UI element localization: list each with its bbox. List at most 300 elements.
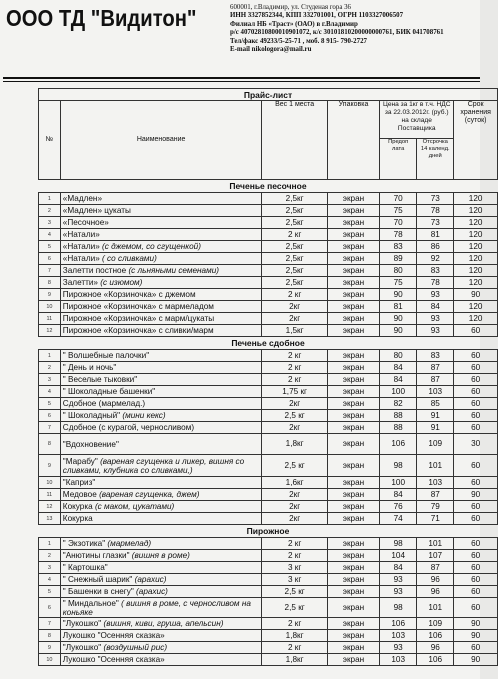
product-name: Пирожное «Корзиночка» с марм/цукаты <box>62 313 215 323</box>
weight-cell: 2кг <box>262 301 327 313</box>
col-pack: Упаковка <box>327 101 379 180</box>
table-row <box>39 434 498 455</box>
table-row <box>39 193 498 205</box>
pack-cell: экран <box>327 313 379 325</box>
product-name-cell <box>60 434 262 455</box>
deferral-price-cell: 92 <box>417 253 454 265</box>
prepay-price-cell: 100 <box>380 477 417 489</box>
product-name-cell <box>60 313 262 325</box>
product-name: " Миндальное" <box>62 598 119 608</box>
table-row <box>39 277 498 289</box>
prepay-price-cell: 80 <box>380 265 417 277</box>
product-name: "Лукошко" <box>62 618 102 628</box>
product-name-cell <box>60 386 262 398</box>
row-number: 9 <box>39 289 61 301</box>
product-name-cell <box>60 489 262 501</box>
product-name-cell <box>60 422 262 434</box>
pack-cell: экран <box>327 513 379 525</box>
row-number: 9 <box>39 642 61 654</box>
shelf-life-cell: 120 <box>454 205 498 217</box>
shelf-life-cell: 60 <box>454 513 498 525</box>
row-number: 5 <box>39 586 61 598</box>
prepay-price-cell: 93 <box>380 642 417 654</box>
product-name: Залетти постное <box>62 265 127 275</box>
row-number: 10 <box>39 301 61 313</box>
pack-cell: экран <box>327 374 379 386</box>
pack-cell: экран <box>327 477 379 489</box>
product-name: "Анютины глазки" <box>62 550 130 560</box>
shelf-life-cell: 30 <box>454 434 498 455</box>
pack-cell: экран <box>327 550 379 562</box>
prepay-price-cell: 104 <box>380 550 417 562</box>
row-number: 5 <box>39 241 61 253</box>
shelf-life-cell: 60 <box>454 550 498 562</box>
deferral-price-cell: 101 <box>417 455 454 477</box>
product-name-cell <box>60 501 262 513</box>
pack-cell: экран <box>327 265 379 277</box>
deferral-price-cell: 93 <box>417 325 454 337</box>
row-number: 1 <box>39 193 61 205</box>
prepay-price-cell: 103 <box>380 654 417 666</box>
shelf-life-cell: 60 <box>454 398 498 410</box>
table-row <box>39 654 498 666</box>
deferral-price-cell: 83 <box>417 350 454 362</box>
weight-cell: 2,5кг <box>262 205 327 217</box>
shelf-life-cell: 60 <box>454 350 498 362</box>
pack-cell: экран <box>327 598 379 618</box>
weight-cell: 2 кг <box>262 362 327 374</box>
weight-cell: 1,5кг <box>262 325 327 337</box>
deferral-price-cell: 86 <box>417 241 454 253</box>
prepay-price-cell: 70 <box>380 193 417 205</box>
row-number: 7 <box>39 265 61 277</box>
row-number: 11 <box>39 489 61 501</box>
prepay-price-cell: 106 <box>380 434 417 455</box>
shelf-life-cell: 60 <box>454 325 498 337</box>
table-row <box>39 422 498 434</box>
shelf-life-cell: 90 <box>454 654 498 666</box>
product-name: Лукошко "Осенняя сказка» <box>62 654 165 664</box>
prepay-price-cell: 84 <box>380 489 417 501</box>
table-row <box>39 455 498 477</box>
product-name-cell <box>60 277 262 289</box>
shelf-life-cell: 60 <box>454 642 498 654</box>
deferral-price-cell: 84 <box>417 301 454 313</box>
product-note: (мармелад) <box>107 538 152 548</box>
shelf-life-cell: 60 <box>454 362 498 374</box>
weight-cell: 2,5кг <box>262 265 327 277</box>
account-line: р/с 40702810800010901072, к/с 30101810200000000761, БИК 041708761 <box>230 29 444 37</box>
product-note: (вареная сгущенка и ликер, вишня со сливками, клубника со сливками,) <box>62 456 245 475</box>
row-number: 3 <box>39 217 61 229</box>
product-name-cell <box>60 586 262 598</box>
prepay-price-cell: 93 <box>380 574 417 586</box>
row-number: 12 <box>39 501 61 513</box>
pack-cell: экран <box>327 241 379 253</box>
prepay-price-cell: 70 <box>380 217 417 229</box>
row-number: 4 <box>39 574 61 586</box>
product-name-cell <box>60 618 262 630</box>
prepay-price-cell: 90 <box>380 325 417 337</box>
prepay-price-cell: 80 <box>380 350 417 362</box>
col-weight: Вес 1 места <box>262 101 327 180</box>
product-name-cell <box>60 374 262 386</box>
weight-cell: 2кг <box>262 398 327 410</box>
shelf-life-cell: 60 <box>454 386 498 398</box>
deferral-price-cell: 109 <box>417 618 454 630</box>
product-name-cell <box>60 350 262 362</box>
prepay-price-cell: 106 <box>380 618 417 630</box>
pack-cell: экран <box>327 398 379 410</box>
company-name: ООО ТД "Видитон" <box>6 5 197 31</box>
email-line: E-mail nikologora@mail.ru <box>230 46 312 54</box>
prepay-price-cell: 98 <box>380 598 417 618</box>
section-title: Пирожное <box>39 525 498 538</box>
pack-cell: экран <box>327 455 379 477</box>
table-row <box>39 301 498 313</box>
weight-cell: 1,75 кг <box>262 386 327 398</box>
product-name: Кокурка <box>62 513 93 523</box>
pack-cell: экран <box>327 301 379 313</box>
prepay-price-cell: 83 <box>380 241 417 253</box>
product-name-cell <box>60 477 262 489</box>
product-name-cell <box>60 642 262 654</box>
section-header <box>39 525 498 538</box>
weight-cell: 2 кг <box>262 550 327 562</box>
col-prepay: Предоп лата <box>380 139 417 180</box>
prepay-price-cell: 81 <box>380 301 417 313</box>
deferral-price-cell: 78 <box>417 205 454 217</box>
shelf-life-cell: 90 <box>454 289 498 301</box>
product-name: " Шоколадный" <box>62 410 121 420</box>
prepay-price-cell: 88 <box>380 410 417 422</box>
shelf-life-cell: 60 <box>454 501 498 513</box>
product-name: «Натали» <box>62 229 100 239</box>
product-name: "Марабу" <box>62 456 98 466</box>
product-name-cell <box>60 455 262 477</box>
table-row <box>39 538 498 550</box>
product-name: «Натали» <box>62 253 100 263</box>
row-number: 7 <box>39 618 61 630</box>
prepay-price-cell: 89 <box>380 253 417 265</box>
pack-cell: экран <box>327 574 379 586</box>
prepay-price-cell: 98 <box>380 538 417 550</box>
product-name-cell <box>60 229 262 241</box>
header-divider-thin <box>3 81 480 82</box>
pack-cell: экран <box>327 501 379 513</box>
table-row <box>39 630 498 642</box>
table-row <box>39 241 498 253</box>
pack-cell: экран <box>327 434 379 455</box>
product-note: (с маком, цукатами) <box>94 501 175 511</box>
deferral-price-cell: 109 <box>417 434 454 455</box>
weight-cell: 2,5кг <box>262 241 327 253</box>
deferral-price-cell: 96 <box>417 586 454 598</box>
product-note: (с льняными семенами) <box>128 265 219 275</box>
deferral-price-cell: 93 <box>417 289 454 301</box>
table-row <box>39 217 498 229</box>
shelf-life-cell: 120 <box>454 193 498 205</box>
row-number: 4 <box>39 386 61 398</box>
row-number: 6 <box>39 253 61 265</box>
deferral-price-cell: 101 <box>417 598 454 618</box>
weight-cell: 2,5кг <box>262 217 327 229</box>
product-name: " Экзотика" <box>62 538 106 548</box>
weight-cell: 2кг <box>262 513 327 525</box>
prepay-price-cell: 84 <box>380 562 417 574</box>
weight-cell: 2 кг <box>262 350 327 362</box>
product-name-cell <box>60 301 262 313</box>
row-number: 5 <box>39 398 61 410</box>
product-note: (арахис) <box>134 574 167 584</box>
section-header <box>39 337 498 350</box>
row-number: 11 <box>39 313 61 325</box>
product-name: «Песочное» <box>62 217 109 227</box>
table-row <box>39 313 498 325</box>
deferral-price-cell: 83 <box>417 265 454 277</box>
pack-cell: экран <box>327 193 379 205</box>
product-note: (с джемом, со сгущенкой) <box>102 241 201 251</box>
table-row <box>39 253 498 265</box>
product-note: (вишня в роме) <box>131 550 190 560</box>
pack-cell: экран <box>327 205 379 217</box>
prepay-price-cell: 90 <box>380 313 417 325</box>
deferral-price-cell: 103 <box>417 386 454 398</box>
shelf-life-cell: 120 <box>454 217 498 229</box>
weight-cell: 2,5 кг <box>262 410 327 422</box>
row-number: 3 <box>39 562 61 574</box>
product-name-cell <box>60 289 262 301</box>
price-table <box>38 88 498 666</box>
pack-cell: экран <box>327 253 379 265</box>
shelf-life-cell: 120 <box>454 265 498 277</box>
product-note: (воздушный рис) <box>103 642 168 652</box>
table-row <box>39 562 498 574</box>
product-name: " Картошка" <box>62 562 108 572</box>
product-name-cell <box>60 325 262 337</box>
product-note: ( вишня в роме, с черносливом на коньяке <box>62 598 251 617</box>
product-name-cell <box>60 193 262 205</box>
prepay-price-cell: 93 <box>380 586 417 598</box>
prepay-price-cell: 103 <box>380 630 417 642</box>
weight-cell: 2 кг <box>262 229 327 241</box>
product-name: Пирожное «Корзиночка» с джемом <box>62 289 196 299</box>
shelf-life-cell: 60 <box>454 598 498 618</box>
table-row <box>39 501 498 513</box>
table-row <box>39 550 498 562</box>
product-note: (вишня, киви, груша, апельсин) <box>103 618 224 628</box>
pack-cell: экран <box>327 586 379 598</box>
weight-cell: 1,8кг <box>262 630 327 642</box>
shelf-life-cell: 60 <box>454 562 498 574</box>
deferral-price-cell: 87 <box>417 489 454 501</box>
company-details <box>230 4 444 54</box>
pack-cell: экран <box>327 386 379 398</box>
product-note: (с изюмом) <box>100 277 143 287</box>
row-number: 1 <box>39 538 61 550</box>
shelf-life-cell: 60 <box>454 374 498 386</box>
section-title: Печенье сдобное <box>39 337 498 350</box>
product-name: Лукошко "Осенняя сказка» <box>62 630 165 640</box>
shelf-life-cell: 60 <box>454 586 498 598</box>
row-number: 2 <box>39 550 61 562</box>
product-name-cell <box>60 598 262 618</box>
shelf-life-cell: 120 <box>454 277 498 289</box>
deferral-price-cell: 78 <box>417 277 454 289</box>
phone-line: Тел/факс 49233/5-25-71 , моб. 8 915- 790-2727 <box>230 37 367 45</box>
product-name-cell <box>60 513 262 525</box>
table-row <box>39 325 498 337</box>
weight-cell: 2 кг <box>262 538 327 550</box>
product-name: " День и ночь" <box>62 362 117 372</box>
product-name: Пирожное «Корзиночка» с сливки/марм <box>62 325 214 335</box>
pack-cell: экран <box>327 229 379 241</box>
row-number: 2 <box>39 362 61 374</box>
table-row <box>39 513 498 525</box>
section-title: Печенье песочное <box>39 180 498 193</box>
deferral-price-cell: 79 <box>417 501 454 513</box>
row-number: 4 <box>39 229 61 241</box>
deferral-price-cell: 71 <box>417 513 454 525</box>
shelf-life-cell: 60 <box>454 422 498 434</box>
shelf-life-cell: 120 <box>454 253 498 265</box>
product-note: (арахис) <box>136 586 168 596</box>
product-name: Медовое <box>62 489 97 499</box>
pack-cell: экран <box>327 538 379 550</box>
product-name: Кокурка <box>62 501 93 511</box>
row-number: 6 <box>39 410 61 422</box>
weight-cell: 1,8кг <box>262 654 327 666</box>
product-name: «Натали» <box>62 241 100 251</box>
product-name: " Волшебные палочки" <box>62 350 150 360</box>
col-num: № <box>39 101 61 180</box>
col-name: Наименование <box>60 101 262 180</box>
table-row <box>39 265 498 277</box>
row-number: 8 <box>39 434 61 455</box>
weight-cell: 3 кг <box>262 574 327 586</box>
weight-cell: 1,6кг <box>262 477 327 489</box>
product-name: «Мадлен» <box>62 193 102 203</box>
product-name: Сдобное (мармелад.) <box>62 398 146 408</box>
product-name: " Башенки в снегу" <box>62 586 134 596</box>
pack-cell: экран <box>327 362 379 374</box>
row-number: 6 <box>39 598 61 618</box>
weight-cell: 2,5кг <box>262 253 327 265</box>
weight-cell: 2,5кг <box>262 193 327 205</box>
weight-cell: 2,5кг <box>262 277 327 289</box>
product-name-cell <box>60 574 262 586</box>
product-name: " Снежный шарик" <box>62 574 133 584</box>
deferral-price-cell: 106 <box>417 630 454 642</box>
pack-cell: экран <box>327 410 379 422</box>
weight-cell: 2,5 кг <box>262 598 327 618</box>
prepay-price-cell: 90 <box>380 289 417 301</box>
prepay-price-cell: 88 <box>380 422 417 434</box>
table-row <box>39 289 498 301</box>
prepay-price-cell: 98 <box>380 455 417 477</box>
row-number: 10 <box>39 477 61 489</box>
deferral-price-cell: 91 <box>417 410 454 422</box>
product-name: Пирожное «Корзиночка» с мармеладом <box>62 301 214 311</box>
prepay-price-cell: 82 <box>380 398 417 410</box>
product-note: (вареная сгущенка, джем) <box>99 489 200 499</box>
pack-cell: экран <box>327 642 379 654</box>
prepay-price-cell: 76 <box>380 501 417 513</box>
product-name-cell <box>60 562 262 574</box>
weight-cell: 2кг <box>262 501 327 513</box>
deferral-price-cell: 96 <box>417 574 454 586</box>
deferral-price-cell: 73 <box>417 193 454 205</box>
section-header <box>39 180 498 193</box>
row-number: 9 <box>39 455 61 477</box>
shelf-life-cell: 120 <box>454 241 498 253</box>
deferral-price-cell: 103 <box>417 477 454 489</box>
table-row <box>39 598 498 618</box>
deferral-price-cell: 87 <box>417 562 454 574</box>
pack-cell: экран <box>327 489 379 501</box>
weight-cell: 2кг <box>262 489 327 501</box>
prepay-price-cell: 84 <box>380 362 417 374</box>
col-deferral: Отсрочка 14 календ. дней <box>417 139 454 180</box>
product-name-cell <box>60 538 262 550</box>
deferral-price-cell: 87 <box>417 374 454 386</box>
weight-cell: 2 кг <box>262 289 327 301</box>
table-row <box>39 229 498 241</box>
row-number: 8 <box>39 630 61 642</box>
weight-cell: 2,5 кг <box>262 455 327 477</box>
table-row <box>39 574 498 586</box>
weight-cell: 1,8кг <box>262 434 327 455</box>
row-number: 8 <box>39 277 61 289</box>
prepay-price-cell: 78 <box>380 229 417 241</box>
table-row <box>39 362 498 374</box>
table-row <box>39 642 498 654</box>
deferral-price-cell: 81 <box>417 229 454 241</box>
weight-cell: 2 кг <box>262 642 327 654</box>
row-number: 12 <box>39 325 61 337</box>
pack-cell: экран <box>327 325 379 337</box>
prepay-price-cell: 75 <box>380 205 417 217</box>
table-row <box>39 489 498 501</box>
product-name-cell <box>60 654 262 666</box>
shelf-life-cell: 120 <box>454 301 498 313</box>
shelf-life-cell: 120 <box>454 313 498 325</box>
deferral-price-cell: 107 <box>417 550 454 562</box>
deferral-price-cell: 101 <box>417 538 454 550</box>
product-note: (мини кекс) <box>122 410 166 420</box>
product-name: Залетти» <box>62 277 98 287</box>
pack-cell: экран <box>327 289 379 301</box>
pack-cell: экран <box>327 217 379 229</box>
table-row <box>39 374 498 386</box>
deferral-price-cell: 87 <box>417 362 454 374</box>
deferral-price-cell: 91 <box>417 422 454 434</box>
product-name: "Каприз" <box>62 477 96 487</box>
deferral-price-cell: 73 <box>417 217 454 229</box>
product-name: " Шоколадные башенки" <box>62 386 156 396</box>
weight-cell: 2кг <box>262 313 327 325</box>
shelf-life-cell: 60 <box>454 410 498 422</box>
product-name-cell <box>60 398 262 410</box>
shelf-life-cell: 60 <box>454 538 498 550</box>
table-row <box>39 477 498 489</box>
shelf-life-cell: 60 <box>454 455 498 477</box>
prepay-price-cell: 74 <box>380 513 417 525</box>
product-name: «Мадлен» цукаты <box>62 205 131 215</box>
shelf-life-cell: 90 <box>454 489 498 501</box>
product-name: Сдобное (с курагой, черносливом) <box>62 422 195 432</box>
bank-line: Филиал НБ «Траст» (ОАО) в г.Владимир <box>230 20 358 28</box>
